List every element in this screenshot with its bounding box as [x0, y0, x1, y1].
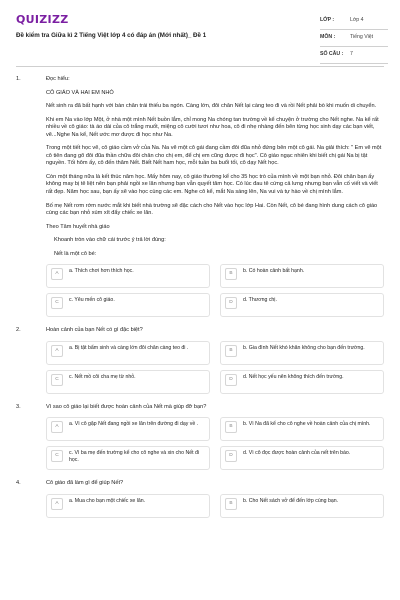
- passage-paragraph: Bố mẹ Nết rơm rớm nước mắt khi biết nhà trường sẽ đặc cách cho Nết vào học lớp Hai. Còn Nết, cô bé đang hình dung cách cô giáo cùng các bạn nhỏ xúm xít đẩy chiếc xe lăn.: [46, 202, 378, 217]
- meta-key: MÔN :: [320, 34, 336, 41]
- option-letter: B: [225, 268, 237, 280]
- passage-source: Theo Tâm huyết nhà giáo: [46, 223, 110, 230]
- option-letter: D: [225, 450, 237, 462]
- option-letter: A: [51, 498, 63, 510]
- meta-row-count: [320, 47, 388, 64]
- question-number: 2.: [16, 327, 21, 334]
- question-number: 1.: [16, 76, 21, 82]
- option-c[interactable]: [46, 293, 210, 317]
- option-b[interactable]: [220, 341, 384, 365]
- option-text: d. Thương chị.: [243, 297, 277, 304]
- meta-key: LỚP :: [320, 17, 335, 24]
- question-text: Cô giáo đã làm gì để giúp Nết?: [46, 480, 124, 487]
- option-d[interactable]: [220, 370, 384, 394]
- option-letter: D: [225, 374, 237, 386]
- quizizz-logo: QUIZIZZ: [16, 13, 69, 26]
- option-d[interactable]: [220, 446, 384, 470]
- question-body: [46, 76, 384, 317]
- header-divider: [16, 66, 384, 67]
- option-text: a. Thích chơi hơn thích học.: [69, 268, 134, 275]
- question-3: [16, 404, 384, 471]
- meta-value: Lớp 4: [350, 17, 364, 24]
- option-letter: A: [51, 268, 63, 280]
- instruction-text: Khoanh tròn vào chữ cái trước ý trả lời đúng:: [54, 237, 166, 244]
- reading-heading: Đọc hiểu:: [46, 76, 70, 82]
- option-letter: C: [51, 297, 63, 309]
- option-text: c. Nết mồ côi cha mẹ từ nhỏ.: [69, 373, 136, 380]
- option-letter: C: [51, 450, 63, 462]
- meta-value: 7: [350, 51, 353, 58]
- option-d[interactable]: [220, 293, 384, 317]
- question-body: [46, 480, 384, 518]
- option-text: c. Vì ba mẹ đến trường kể cho cô nghe và xin cho Nết đi học.: [69, 450, 200, 464]
- option-letter: B: [225, 345, 237, 357]
- worksheet-header: [0, 0, 400, 62]
- question-text: Nết là một cô bé:: [54, 250, 97, 257]
- question-number: 3.: [16, 403, 21, 410]
- worksheet-content: [16, 76, 384, 528]
- option-a[interactable]: [46, 264, 210, 288]
- option-b[interactable]: [220, 264, 384, 288]
- meta-row-subject: [320, 30, 388, 47]
- question-4: [16, 480, 384, 518]
- option-text: b. Có hoàn cảnh bất hạnh.: [243, 268, 305, 275]
- meta-row-class: [320, 13, 388, 30]
- question-body: [46, 327, 384, 394]
- option-text: a. Vì cô gặp Nết đang ngồi xe lăn trên đường đi dạy về .: [69, 421, 199, 428]
- answer-options: [46, 417, 384, 470]
- option-text: a. Mua cho bạn một chiếc xe lăn.: [69, 497, 146, 504]
- option-letter: C: [51, 374, 63, 386]
- option-a[interactable]: [46, 494, 210, 518]
- answer-options: [46, 494, 384, 518]
- option-text: b. Gia đình Nết khó khăn không cho bạn đến trường.: [243, 344, 365, 351]
- option-letter: D: [225, 297, 237, 309]
- question-2: [16, 327, 384, 394]
- option-letter: A: [51, 345, 63, 357]
- question-number: 4.: [16, 480, 21, 487]
- option-letter: A: [51, 421, 63, 433]
- option-letter: B: [225, 498, 237, 510]
- option-b[interactable]: [220, 494, 384, 518]
- option-letter: B: [225, 421, 237, 433]
- option-a[interactable]: [46, 417, 210, 441]
- option-b[interactable]: [220, 417, 384, 441]
- question-text: Vì sao cô giáo lại biết được hoàn cảnh của Nết mà giúp đỡ bạn?: [46, 403, 207, 410]
- passage-title: CÔ GIÁO VÀ HAI EM NHỎ: [46, 89, 114, 96]
- document-title: Đề kiểm tra Giữa kì 2 Tiếng Việt lớp 4 có đáp án (Mới nhất)_ Đề 1: [16, 32, 207, 39]
- option-text: a. Bị tật bẩm sinh và càng lớn đôi chân càng teo đi .: [69, 344, 189, 351]
- passage-paragraph: Còn một tháng nữa là kết thúc năm học. Mấy hôm nay, cô giáo thường kể cho 35 học trò của mình về một bạn nhỏ. Đôi chân bạn ấy không may bị tê liệt nên bạn phải ngồi xe lăn nhưng bạn vẫn quyết tâm học. Có lúc đau tê cứng cả lưng nhưng bạn vẫn cố viết và viết rất đẹp. Năm học sau, bạn ấy sẽ vào học cùng các em. Nghe cô kể, mắt Na sáng lên, Na vui và tự hào về chị mình lắm.: [46, 173, 378, 196]
- meta-value: Tiếng Việt: [350, 34, 374, 41]
- option-c[interactable]: [46, 370, 210, 394]
- passage-paragraph: Khi em Na vào lớp Một, ở nhà một mình Nết buồn lắm, chỉ mong Na chóng tan trường về kể chuyện ở trường cho Nết nghe. Na kể rất nhiều về cô giáo: tà áo dài của cô trắng muốt, miệng cô cười tươi như hoa, cô đi nhẹ nhàng đến bên từng học sinh dạy các bạn viết, vẽ...Nghe Na kể, Nết ước mơ được đi học như Na.: [46, 116, 379, 138]
- answer-options: [46, 341, 384, 394]
- option-text: c. Yêu mến cô giáo.: [69, 297, 115, 304]
- question-text: Hoàn cảnh của bạn Nết có gì đặc biệt?: [46, 327, 143, 334]
- meta-table: [320, 13, 388, 64]
- passage-paragraph: Trong một tiết học vẽ, cô giáo cầm vở của Na. Na vẽ một cô gái đang cầm đôi đũa nhỏ đứng bên một cô gái. Na giải thích: " Em vẽ một cô tiên đang gõ đôi đũa thần chữa đôi chân cho chị em, để chị em cũng được đi học". Cô giáo ngạc nhiên khi biết chị gái Na bị tật nguyền. Tối hôm ấy, cô đến thăm Nết. Biết Nết ham học, mỗi tuần ba buổi tối, cô dạy Nết học.: [46, 145, 382, 167]
- option-text: d. Vì cô đọc được hoàn cảnh của nết trên báo.: [243, 450, 351, 457]
- question-1: [16, 76, 384, 317]
- passage-paragraph: Nết sinh ra đã bất hạnh với bàn chân trái thiếu ba ngón. Càng lớn, đôi chân Nết lại càng teo đi và rồi Nết phải bò khi muốn di chuyển.: [46, 103, 377, 110]
- option-text: d. Nết học yếu nên không thích đến trường.: [243, 373, 344, 380]
- meta-key: SỐ CÂU :: [320, 51, 344, 58]
- answer-options: [46, 264, 384, 317]
- question-body: [46, 404, 384, 471]
- option-c[interactable]: [46, 446, 210, 470]
- option-text: b. Cho Nết sách vở để đến lớp cùng bạn.: [243, 497, 339, 504]
- option-text: b. Vì Na đã kể cho cô nghe về hoàn cảnh của chị mình.: [243, 421, 371, 428]
- option-a[interactable]: [46, 341, 210, 365]
